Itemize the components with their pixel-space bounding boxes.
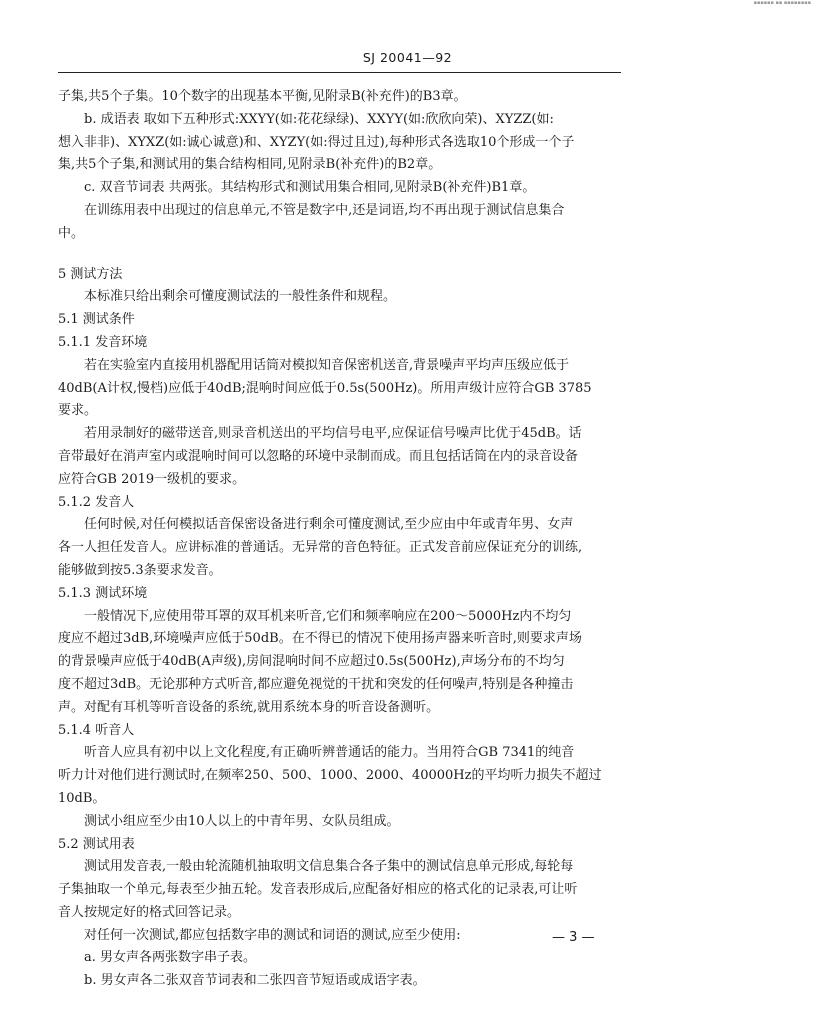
- text-line: 音人按规定好的格式回答记录。: [58, 904, 241, 920]
- list-item-b: b. 男女声各二张双音节词表和二张四音节短语或成语字表。: [84, 973, 426, 989]
- text-line: 要求。: [58, 403, 98, 419]
- section-heading-5-1-2: 5.1.2 发音人: [58, 494, 135, 510]
- section-heading-5-2: 5.2 测试用表: [58, 836, 135, 852]
- section-heading-5-1: 5.1 测试条件: [58, 312, 135, 328]
- text-line: 40dB(A计权,慢档)应低于40dB;混响时间应低于0.5s(500Hz)。所用声级计应符合GB 3785: [58, 380, 592, 396]
- text-line: 度应不超过3dB,环境噪声应低于50dB。在不得已的情况下使用扬声器来听音时,则要求声场: [58, 631, 582, 647]
- list-item-b: b. 成语表 取如下五种形式:XXYY(如:花花绿绿)、XXYY(如:欣欣向荣)、XYZZ(如:: [84, 111, 554, 127]
- spacer: [58, 246, 624, 264]
- text-line: 中。: [58, 225, 85, 241]
- section-heading-5-1-3: 5.1.3 测试环境: [58, 585, 148, 601]
- text-line: 应符合GB 2019一级机的要求。: [58, 471, 246, 487]
- paragraph-start: 测试小组应至少由10人以上的中青年男、女队员组成。: [84, 813, 400, 829]
- text-line: 子集抽取一个单元,每表至少抽五轮。发音表形成后,应配备好相应的格式化的记录表,可让听: [58, 882, 578, 898]
- paragraph-start: 对任何一次测试,都应包括数字串的测试和词语的测试,应至少使用:: [84, 927, 461, 943]
- paragraph-start: 若在实验室内直接用机器配用话筒对模拟知音保密机送音,背景噪声平均声压级应低于: [84, 357, 570, 373]
- text-line: 10dB。: [58, 790, 106, 806]
- text-line: 的背景噪声应低于40dB(A声级),房间混响时间不应超过0.5s(500Hz),声场分布的不均匀: [58, 654, 565, 670]
- paragraph-start: 任何时候,对任何模拟话音保密设备进行剩余可懂度测试,至少应由中年或青年男、女声: [84, 517, 574, 533]
- text-line: 集,共5个子集,和测试用的集合结构相同,见附录B(补充件)的B2章。: [58, 157, 442, 173]
- section-heading-5-1-4: 5.1.4 听音人: [58, 722, 135, 738]
- section-heading-5: 5 测试方法: [58, 266, 123, 282]
- scan-corner-mark: ▪▪▪▪▪▪ ▪▪ ▪▪▪▪▪▪▪▪: [753, 0, 811, 6]
- text-line: 各一人担任发音人。应讲标准的普通话。无异常的音色特征。正式发音前应保证充分的训练,: [58, 540, 583, 556]
- list-item-c: c. 双音节词表 共两张。其结构形式和测试用集合相同,见附录B(补充件)B1章。: [84, 180, 536, 196]
- body-text: [58, 86, 624, 993]
- document-number-header: SJ 20041—92: [362, 50, 453, 65]
- text-line: 声。对配有耳机等听音设备的系统,就用系统本身的听音设备测听。: [58, 699, 440, 715]
- paragraph-start: 测试用发音表,一般由轮流随机抽取明文信息集合各子集中的测试信息单元形成,每轮每: [84, 859, 574, 875]
- paragraph-start: 听音人应具有初中以上文化程度,有正确听辨普通话的能力。当用符合GB 7341的纯音: [84, 745, 575, 761]
- text-line: 能够做到按5.3条要求发音。: [58, 562, 222, 578]
- section-heading-5-1-1: 5.1.1 发音环境: [58, 334, 148, 350]
- text-line: 度不超过3dB。无论那种方式听音,都应避免视觉的干扰和突发的任何噪声,特别是各种撞击: [58, 676, 574, 692]
- paragraph-start: 本标准只给出剩余可懂度测试法的一般性条件和规程。: [84, 289, 397, 305]
- text-line: 想入非非)、XYXZ(如:诚心诚意)和、XYZY(如:得过且过),每种形式各选取10个形成一个子: [58, 134, 575, 150]
- header-rule: [58, 72, 621, 73]
- text-line: 音带最好在消声室内或混响时间可以忽略的环境中录制而成。而且包括话筒在内的录音设备: [58, 448, 579, 464]
- paragraph-start: 若用录制好的磁带送音,则录音机送出的平均信号电平,应保证信号噪声比优于45dB。话: [84, 426, 582, 442]
- page-number: — 3 —: [552, 930, 595, 945]
- paragraph-start: 在训练用表中出现过的信息单元,不管是数字中,还是词语,均不再出现于测试信息集合: [84, 202, 565, 218]
- text-line: 听力计对他们进行测试时,在频率250、500、1000、2000、40000Hz的平均听力损失不超过: [58, 768, 602, 784]
- text-line: 子集,共5个子集。10个数字的出现基本平衡,见附录B(补充件)的B3章。: [58, 89, 467, 104]
- list-item-a: a. 男女声各两张数字串子表。: [84, 950, 257, 966]
- paragraph-start: 一般情况下,应使用带耳罩的双耳机来听音,它们和频率响应在200～5000Hz内不均匀: [84, 608, 572, 624]
